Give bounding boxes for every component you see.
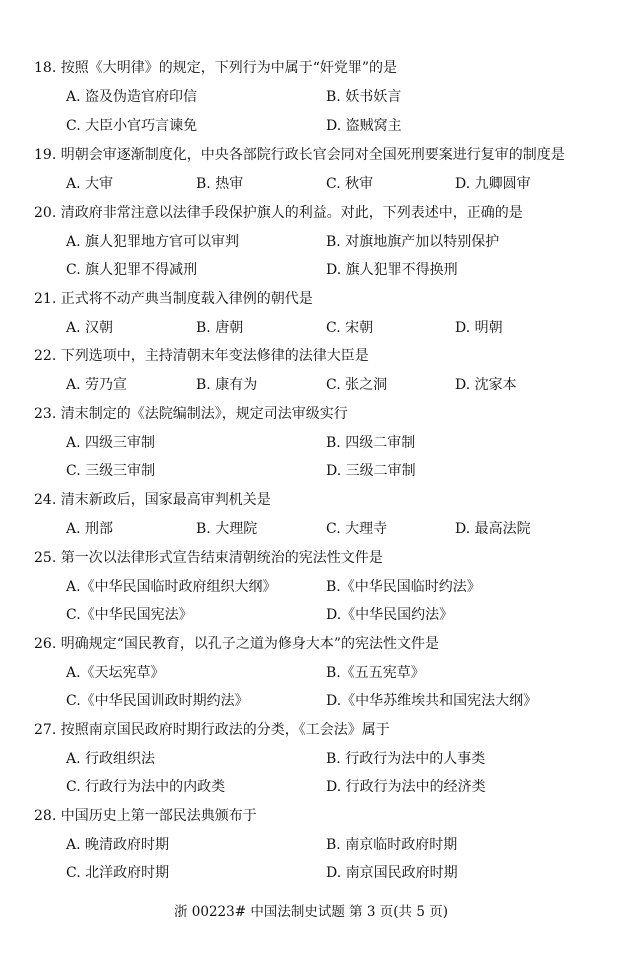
question-19-option-c: C. 秋审: [326, 176, 374, 192]
question-26-option-a: A.《天坛宪草》: [66, 665, 165, 681]
question-21-option-c: C. 宋朝: [326, 320, 374, 336]
question-25-stem: 25. 第一次以法律形式宣告结束清朝统治的宪法性文件是: [34, 550, 383, 566]
question-19-option-b: B. 热审: [196, 176, 244, 192]
question-25-option-a: A.《中华民国临时政府组织大纲》: [66, 579, 277, 595]
question-25-option-c: C.《中华民国宪法》: [66, 607, 193, 623]
question-18-option-b: B. 妖书妖言: [326, 89, 402, 105]
question-28-option-a: A. 晚清政府时期: [66, 837, 170, 853]
question-22-option-d: D. 沈家本: [455, 377, 517, 393]
question-28-option-d: D. 南京国民政府时期: [326, 865, 458, 881]
question-19-option-a: A. 大审: [66, 176, 114, 192]
question-21-stem: 21. 正式将不动产典当制度载入律例的朝代是: [34, 291, 313, 307]
question-26-option-b: B.《五五宪草》: [326, 665, 425, 681]
question-27-stem: 27. 按照南京国民政府时期行政法的分类，《工会法》属于: [34, 722, 390, 738]
question-24-stem: 24. 清末新政后，国家最高审判机关是: [34, 492, 271, 508]
question-20-stem: 20. 清政府非常注意以法律手段保护旗人的利益。对此，下列表述中，正确的是: [34, 205, 523, 221]
question-23-option-d: D. 三级二审制: [326, 463, 416, 479]
question-24-option-b: B. 大理院: [196, 521, 258, 537]
question-22-option-b: B. 康有为: [196, 377, 258, 393]
question-23-option-a: A. 四级三审制: [66, 435, 156, 451]
question-18-option-d: D. 盗贼窝主: [326, 118, 402, 134]
question-18-option-c: C. 大臣小官巧言谏免: [66, 118, 198, 134]
question-28-option-c: C. 北洋政府时期: [66, 865, 170, 881]
question-28-option-b: B. 南京临时政府时期: [326, 837, 458, 853]
question-23-option-b: B. 四级二审制: [326, 435, 416, 451]
question-27-option-a: A. 行政组织法: [66, 751, 156, 767]
question-27-option-b: B. 行政行为法中的人事类: [326, 751, 486, 767]
question-24-option-a: A. 刑部: [66, 521, 114, 537]
question-23-stem: 23. 清末制定的《法院编制法》，规定司法审级实行: [34, 406, 348, 422]
question-20-option-b: B. 对旗地旗产加以特别保护: [326, 234, 500, 250]
question-23-option-c: C. 三级三审制: [66, 463, 156, 479]
question-18-stem: 18. 按照《大明律》的规定，下列行为中属于“奸党罪”的是: [34, 60, 398, 76]
question-26-option-c: C.《中华民国训政时期约法》: [66, 693, 249, 709]
question-19-option-d: D. 九卿圆审: [455, 176, 531, 192]
question-25-option-b: B.《中华民国临时约法》: [326, 579, 481, 595]
question-20-option-a: A. 旗人犯罪地方官可以审判: [66, 234, 240, 250]
question-22-option-c: C. 张之洞: [326, 377, 388, 393]
question-22-stem: 22. 下列选项中，主持清朝末年变法修律的法律大臣是: [34, 348, 369, 364]
question-27-option-d: D. 行政行为法中的经济类: [326, 779, 486, 795]
question-26-option-d: D.《中华苏维埃共和国宪法大纲》: [326, 693, 538, 709]
question-22-option-a: A. 劳乃宣: [66, 377, 128, 393]
question-21-option-a: A. 汉朝: [66, 320, 114, 336]
question-24-option-d: D. 最高法院: [455, 521, 531, 537]
question-28-stem: 28. 中国历史上第一部民法典颁布于: [34, 808, 257, 824]
question-26-stem: 26. 明确规定“国民教育，以孔子之道为修身大本”的宪法性文件是: [34, 636, 440, 652]
question-19-stem: 19. 明朝会审逐渐制度化，中央各部院行政长官会同对全国死刑要案进行复审的制度是: [34, 147, 565, 163]
page-footer: 浙 00223# 中国法制史试题 第 3 页(共 5 页): [173, 904, 448, 920]
question-20-option-d: D. 旗人犯罪不得换刑: [326, 262, 458, 278]
question-27-option-c: C. 行政行为法中的内政类: [66, 779, 226, 795]
question-20-option-c: C. 旗人犯罪不得减刑: [66, 262, 198, 278]
question-18-option-a: A. 盗及伪造官府印信: [66, 89, 198, 105]
question-24-option-c: C. 大理寺: [326, 521, 388, 537]
question-25-option-d: D.《中华民国约法》: [326, 607, 454, 623]
question-21-option-b: B. 唐朝: [196, 320, 244, 336]
question-21-option-d: D. 明朝: [455, 320, 503, 336]
